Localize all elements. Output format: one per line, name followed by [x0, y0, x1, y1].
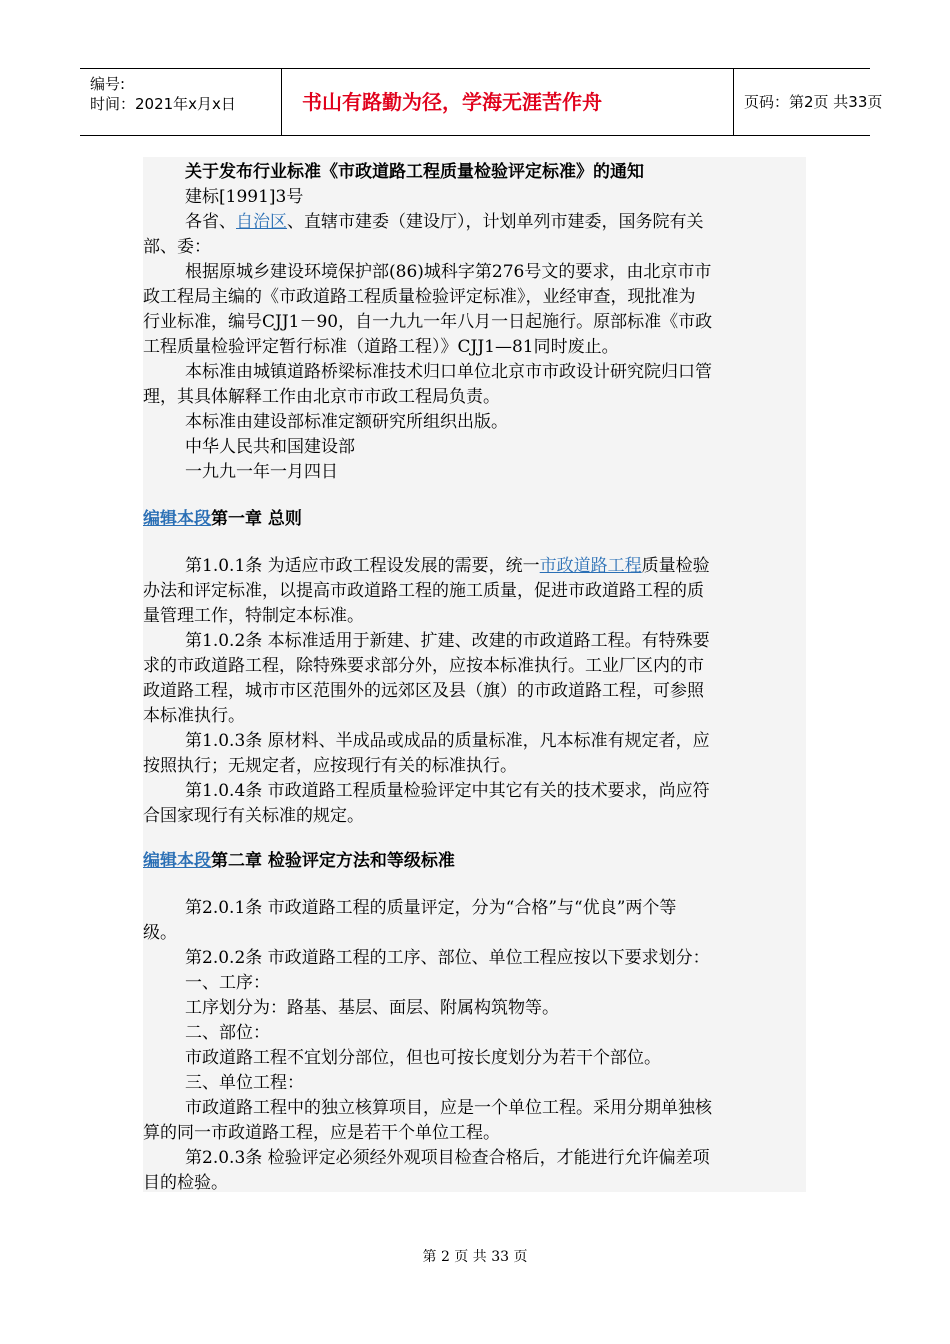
edit-section-link-2[interactable]: 编辑本段: [143, 851, 211, 871]
chapter2-title: 第二章 检验评定方法和等级标准: [211, 851, 455, 871]
notice-p1-l2: 政工程局主编的《市政道路工程质量检验评定标准》，业经审查，现批准为: [143, 287, 696, 307]
article-1-0-2-l3: 政道路工程，城市市区范围外的远郊区及县（旗）的市政道路工程，可参照: [143, 681, 704, 701]
item-2-text: 市政道路工程不宜划分部位，但也可按长度划分为若干个部位。: [185, 1048, 661, 1068]
article-1-0-2-l4: 本标准执行。: [143, 706, 245, 726]
time-label: 时间：2021年x月x日: [90, 95, 236, 113]
link-municipal-road[interactable]: 市政道路工程: [539, 556, 642, 576]
salutation-post: 、直辖市建委（建设厅），计划单列市建委，国务院有关: [287, 212, 704, 232]
article-1-0-2-l1: 第1.0.2条 本标准适用于新建、扩建、改建的市政道路工程。有特殊要: [185, 631, 710, 651]
article-2-0-1-l1: 第2.0.1条 市政道路工程的质量评定，分为“合格”与“优良”两个等: [185, 898, 677, 918]
page-header: [80, 68, 883, 136]
item-1-text: 工序划分为：路基、基层、面层、附属构筑物等。: [185, 998, 559, 1018]
item-3-heading: 三、单位工程：: [185, 1073, 304, 1093]
item-1-heading: 一、工序：: [185, 973, 270, 993]
signer: 中华人民共和国建设部: [185, 437, 355, 457]
article-1-0-4-l2: 合国家现行有关标准的规定。: [143, 806, 364, 826]
header-left-cell: [80, 69, 282, 135]
notice-date: 一九九一年一月四日: [185, 462, 338, 482]
link-autonomous-region[interactable]: 自治区: [236, 212, 287, 232]
article-2-0-1-l2: 级。: [143, 923, 177, 943]
salutation: [185, 210, 704, 235]
header-motto: 书山有路勤为径，学海无涯苦作舟: [282, 69, 734, 135]
doc-number: 建标[1991]3号: [185, 187, 304, 207]
a101-pre: 第1.0.1条 为适应市政工程设发展的需要，统一: [185, 556, 540, 576]
chapter1-title: 第一章 总则: [211, 509, 302, 529]
article-1-0-2-l2: 求的市政道路工程，除特殊要求部分外，应按本标准执行。工业厂区内的市: [143, 656, 704, 676]
notice-p2-l2: 理，其具体解释工作由北京市市政工程局负责。: [143, 387, 500, 407]
page-footer: 第 2 页 共 33 页: [422, 1249, 528, 1265]
item-2-heading: 二、部位：: [185, 1023, 270, 1043]
chapter2-heading: [143, 849, 455, 874]
article-1-0-1-l3: 量管理工作，特制定本标准。: [143, 606, 364, 626]
item-3-text-l2: 算的同一市政道路工程，应是若干个单位工程。: [143, 1123, 500, 1143]
notice-p1-l3: 行业标准，编号CJJ1－90，自一九九一年八月一日起施行。原部标准《市政: [143, 312, 713, 332]
chapter1-heading: [143, 507, 302, 532]
notice-p1-l1: 根据原城乡建设环境保护部(86)城科字第276号文的要求，由北京市市: [185, 262, 712, 282]
article-1-0-4-l1: 第1.0.4条 市政道路工程质量检验评定中其它有关的技术要求，尚应符: [185, 781, 710, 801]
article-1-0-3-l2: 按照执行；无规定者，应按现行有关的标准执行。: [143, 756, 517, 776]
notice-p1-l4: 工程质量检验评定暂行标准（道路工程）》CJJ1—81同时废止。: [143, 337, 619, 357]
article-2-0-3-l1: 第2.0.3条 检验评定必须经外观项目检查合格后，才能进行允许偏差项: [185, 1148, 710, 1168]
item-3-text-l1: 市政道路工程中的独立核算项目，应是一个单位工程。采用分期单独核: [185, 1098, 712, 1118]
a101-post: 质量检验: [641, 556, 710, 576]
article-1-0-1-l2: 办法和评定标准，以提高市政道路工程的施工质量，促进市政道路工程的质: [143, 581, 704, 601]
header-page-info: 页码：第2页 共33页: [744, 93, 883, 111]
article-2-0-3-l2: 目的检验。: [143, 1173, 228, 1193]
salutation-cont: 部、委：: [143, 237, 211, 257]
article-1-0-1-l1: [185, 554, 710, 579]
article-2-0-2: 第2.0.2条 市政道路工程的工序、部位、单位工程应按以下要求划分：: [185, 948, 710, 968]
notice-p2-l1: 本标准由城镇道路桥梁标准技术归口单位北京市市政设计研究院归口管: [185, 362, 712, 382]
edit-section-link-1[interactable]: 编辑本段: [143, 509, 211, 529]
document-body: [143, 157, 806, 1192]
number-label: 编号:: [90, 75, 126, 93]
article-1-0-3-l1: 第1.0.3条 原材料、半成品或成品的质量标准，凡本标准有规定者，应: [185, 731, 710, 751]
notice-p3: 本标准由建设部标准定额研究所组织出版。: [185, 412, 508, 432]
notice-title: 关于发布行业标准《市政道路工程质量检验评定标准》的通知: [185, 162, 644, 182]
salutation-pre: 各省、: [185, 212, 236, 232]
